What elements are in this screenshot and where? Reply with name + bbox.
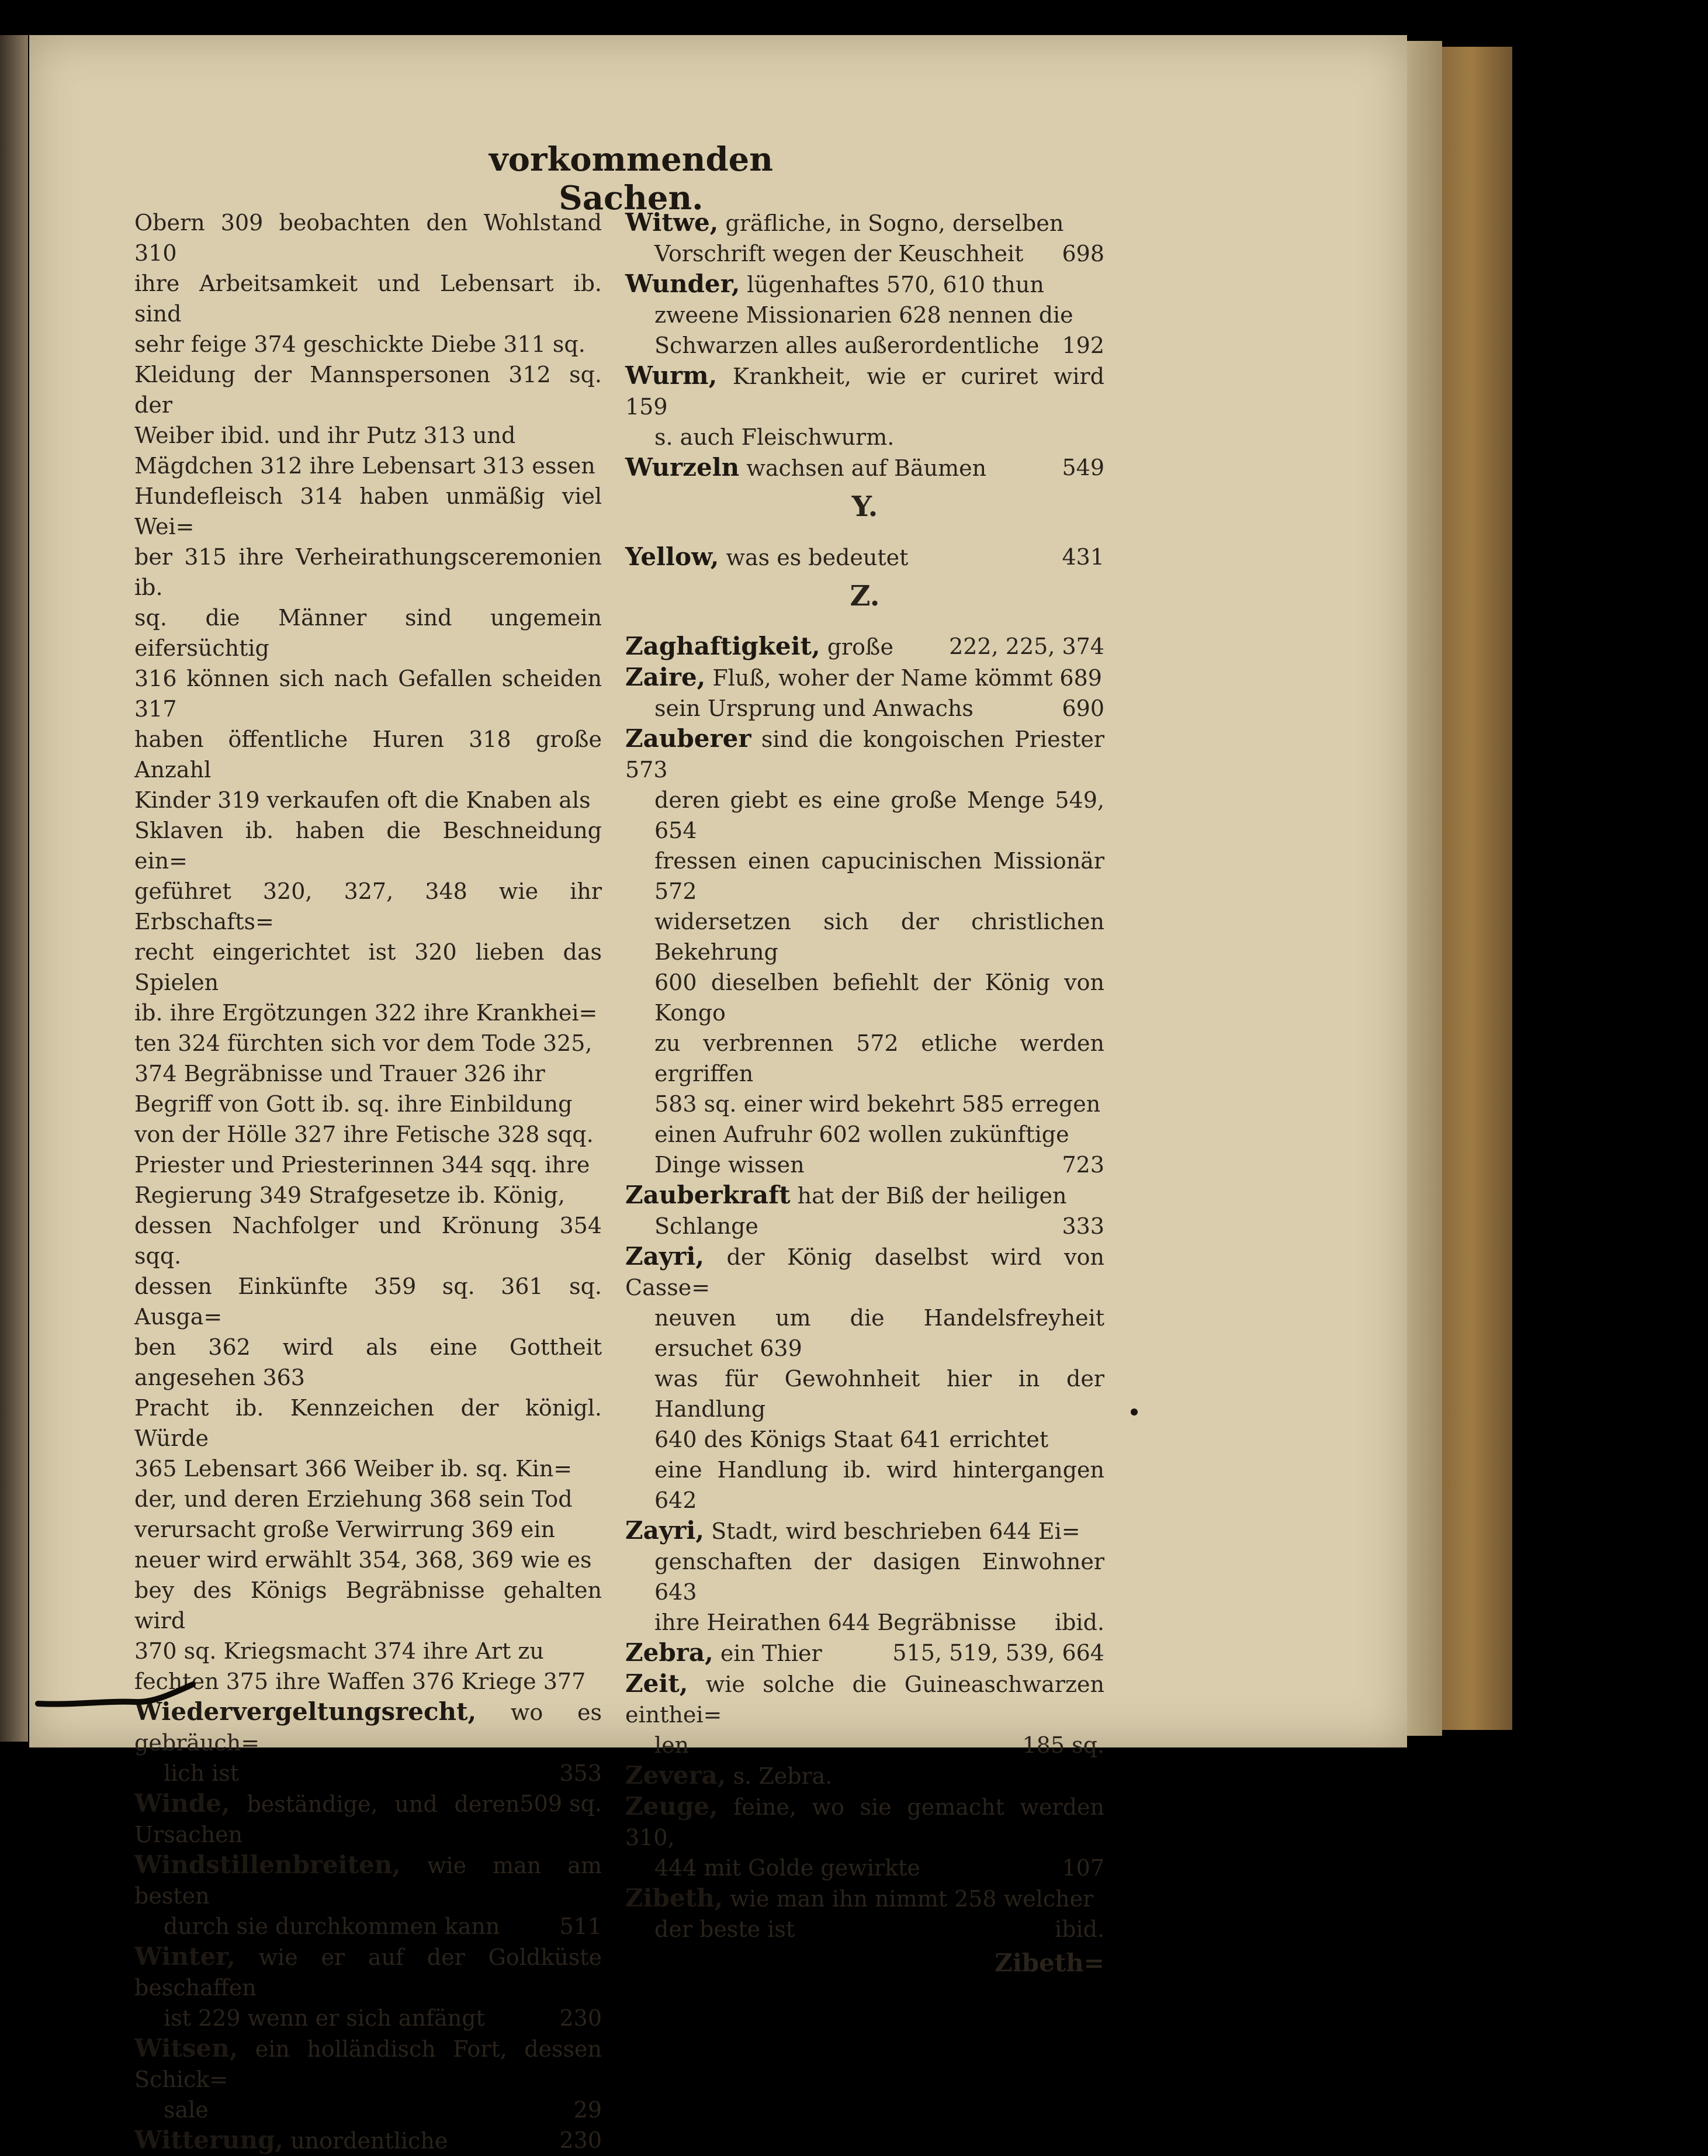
entry-continuation bbox=[625, 1607, 1104, 1638]
catchword: Zibeth= bbox=[995, 1949, 1104, 1977]
entry-continuation-text: was für Gewohnheit hier in der Handlung bbox=[654, 1366, 1104, 1422]
entry-headword: Wunder, bbox=[625, 269, 740, 298]
entry-headword: Zayri, bbox=[625, 1516, 704, 1545]
entry-text: ein holländisch Fort, dessen Schick= bbox=[134, 2036, 602, 2092]
page-reference: 333 bbox=[1062, 1213, 1104, 1239]
entry-line: fechten 375 ihre Waffen 376 Kriege 377 bbox=[134, 1669, 586, 1694]
ink-stroke-mark bbox=[35, 1677, 199, 1712]
entry-text: Stadt, wird beschrieben 644 Ei= bbox=[711, 1518, 1080, 1544]
page-reference: 230 bbox=[559, 2005, 602, 2031]
page-reference: 509 sq. bbox=[519, 1791, 602, 1816]
index-entry bbox=[134, 2125, 602, 2156]
entry-continuation bbox=[625, 846, 1104, 906]
entry-continuation-text: 583 sq. einer wird bekehrt 585 erregen bbox=[654, 1091, 1101, 1117]
page-reference: 723 bbox=[1062, 1152, 1104, 1178]
index-entry bbox=[625, 1180, 1104, 1211]
entry-line: ib. ihre Ergötzungen 322 ihre Krankhei= bbox=[134, 1000, 598, 1026]
entry-text: s. Zebra. bbox=[733, 1763, 833, 1789]
entry-continuation-text: sein Ursprung und Anwachs bbox=[654, 695, 973, 721]
entry-continuation bbox=[134, 2095, 602, 2125]
page-reference: 222, 225, 374 bbox=[949, 634, 1104, 659]
entry-continuation bbox=[625, 1455, 1104, 1515]
entry-headword: Zauberer bbox=[625, 724, 751, 753]
entry-headword: Zevera, bbox=[625, 1761, 726, 1790]
entry-line: Sklaven ib. haben die Beschneidung ein= bbox=[134, 818, 602, 874]
page-reference: 515, 519, 539, 664 bbox=[892, 1640, 1104, 1666]
entry-line: Hundefleisch 314 haben unmäßig viel Wei= bbox=[134, 483, 602, 539]
entry-continuation-text: eine Handlung ib. wird hintergangen 642 bbox=[654, 1457, 1104, 1513]
entry-headword: Zibeth, bbox=[625, 1884, 723, 1912]
running-header: vorkommenden Sachen. bbox=[489, 140, 773, 217]
entry-line: Pracht ib. Kennzeichen der königl. Würde bbox=[134, 1395, 602, 1451]
entry-continuation bbox=[625, 967, 1104, 1028]
entry-line: 370 sq. Kriegsmacht 374 ihre Art zu bbox=[134, 1638, 544, 1664]
entry-headword: Zeuge, bbox=[625, 1792, 718, 1821]
entry-continuation bbox=[625, 1730, 1104, 1760]
entry-continuation bbox=[134, 1758, 602, 1788]
entry-line: ihre Arbeitsamkeit und Lebensart ib. sind bbox=[134, 271, 602, 327]
index-entry bbox=[134, 1942, 602, 2003]
index-entry bbox=[625, 1638, 1104, 1669]
page-reference: 698 bbox=[1062, 241, 1104, 267]
entry-continuation-text: 444 mit Golde gewirkte bbox=[654, 1855, 920, 1881]
entry-continuation-text: zweene Missionarien 628 nennen die bbox=[654, 302, 1073, 328]
page-reference: ibid. bbox=[1054, 1610, 1104, 1635]
index-entry bbox=[625, 1241, 1104, 1303]
entry-continuation-text: ist 229 wenn er sich anfängt bbox=[164, 2005, 485, 2031]
entry-continuation-text: deren giebt es eine große Menge 549, 654 bbox=[654, 787, 1104, 843]
entry-continuation-text: der beste ist bbox=[654, 1916, 795, 1942]
page-reference: 549 bbox=[1062, 455, 1104, 480]
entry-headword: Zayri, bbox=[625, 1242, 704, 1271]
page-reference: 230 bbox=[559, 2127, 602, 2153]
entry-line: bey des Königs Begräbnisse gehalten wird bbox=[134, 1577, 602, 1634]
entry-headword: Winter, bbox=[134, 1942, 235, 1971]
entry-continuation-text: lich ist bbox=[164, 1760, 240, 1786]
entry-line: 365 Lebensart 366 Weiber ib. sq. Kin= bbox=[134, 1456, 573, 1482]
entry-continuation bbox=[134, 2003, 602, 2033]
entry-text: lügenhaftes 570, 610 thun bbox=[747, 272, 1044, 297]
book-gutter bbox=[0, 35, 28, 1742]
index-entry bbox=[625, 542, 1104, 573]
entry-continuation-text: einen Aufruhr 602 wollen zukünftige bbox=[654, 1122, 1069, 1147]
entry-continuation bbox=[625, 1424, 1104, 1455]
index-entry bbox=[625, 1791, 1104, 1853]
entry-continuation-text: ihre Heirathen 644 Begräbnisse bbox=[654, 1610, 1017, 1635]
entry-continuation-text: durch sie durchkommen kann bbox=[164, 1913, 500, 1939]
z-entries bbox=[625, 631, 1104, 1944]
index-entry bbox=[625, 361, 1104, 422]
entry-line: von der Hölle 327 ihre Fetische 328 sqq. bbox=[134, 1122, 594, 1147]
left-column bbox=[134, 207, 602, 2156]
page-reference: 107 bbox=[1062, 1855, 1104, 1881]
entry-line: Kinder 319 verkaufen oft die Knaben als bbox=[134, 787, 591, 813]
entry-continuation bbox=[625, 1119, 1104, 1150]
page-edge bbox=[1407, 41, 1442, 1736]
index-entry bbox=[625, 207, 1104, 238]
entry-continuation-text: neuven um die Handelsfreyheit ersuchet 639 bbox=[654, 1305, 1104, 1361]
entry-continuation bbox=[134, 1911, 602, 1942]
entry-text: unordentliche bbox=[290, 2128, 448, 2154]
entry-continuation bbox=[625, 422, 1104, 452]
index-entry bbox=[625, 1515, 1104, 1546]
entry-text: der König daselbst wird von Casse= bbox=[625, 1244, 1104, 1300]
entry-headword: Zauberkraft bbox=[625, 1181, 791, 1209]
page-reference: 690 bbox=[1062, 695, 1104, 721]
y-entries bbox=[625, 542, 1104, 573]
index-entry bbox=[134, 1850, 602, 1911]
entry-line: ten 324 fürchten sich vor dem Tode 325, bbox=[134, 1030, 593, 1056]
entry-text: Krankheit, wie er curiret wird 159 bbox=[625, 364, 1104, 420]
page-reference: 185 sq. bbox=[1022, 1732, 1104, 1758]
entry-text: große bbox=[827, 634, 893, 660]
entry-headword: Wurm, bbox=[625, 361, 718, 390]
entry-line: Kleidung der Mannspersonen 312 sq. der bbox=[134, 362, 602, 418]
entry-headword: Witterung, bbox=[134, 2126, 284, 2154]
page-reference: ibid. bbox=[1054, 1916, 1104, 1942]
entry-line: der, und deren Erziehung 368 sein Tod bbox=[134, 1486, 573, 1512]
letter-heading-y: Y. bbox=[851, 490, 878, 523]
entry-continuation-text: len bbox=[654, 1732, 690, 1758]
entry-text: Fluß, woher der Name kömmt 689 bbox=[712, 665, 1102, 691]
index-entry bbox=[134, 1788, 602, 1850]
index-entry bbox=[625, 1883, 1104, 1914]
entry-text: was es bedeutet bbox=[726, 545, 909, 570]
entry-continuation bbox=[625, 300, 1104, 330]
index-entry bbox=[625, 724, 1104, 785]
entry-continuation-text: Dinge wissen bbox=[654, 1152, 805, 1178]
entry-text: wie er auf der Goldküste beschaffen bbox=[134, 1944, 602, 2001]
entry-line: recht eingerichtet ist 320 lieben das Spielen bbox=[134, 939, 602, 995]
entry-text: wie man ihn nimmt 258 welcher bbox=[730, 1886, 1094, 1912]
entry-line: Regierung 349 Strafgesetze ib. König, bbox=[134, 1182, 565, 1208]
index-entry bbox=[625, 1669, 1104, 1730]
entry-headword: Zebra, bbox=[625, 1638, 713, 1667]
entry-text: gräfliche, in Sogno, derselben bbox=[725, 210, 1064, 236]
entry-headword: Zaire, bbox=[625, 663, 706, 691]
entry-continuation-text: zu verbrennen 572 etliche werden ergriffen bbox=[654, 1030, 1104, 1086]
entry-continuation-text: fressen einen capucinischen Missionär 572 bbox=[654, 848, 1104, 904]
left-continued-entry bbox=[134, 207, 602, 1697]
entry-line: dessen Einkünfte 359 sq. 361 sq. Ausga= bbox=[134, 1273, 602, 1330]
entry-headword: Zeit, bbox=[625, 1669, 688, 1698]
entry-headword: Witsen, bbox=[134, 2034, 238, 2062]
page-reference: 511 bbox=[559, 1913, 602, 1939]
entry-continuation bbox=[625, 1853, 1104, 1883]
entry-continuation-text: s. auch Fleischwurm. bbox=[654, 424, 895, 450]
entry-line: Begriff von Gott ib. sq. ihre Einbildung bbox=[134, 1091, 573, 1117]
entry-continuation bbox=[625, 1546, 1104, 1607]
entry-continuation bbox=[625, 1150, 1104, 1180]
entry-line: Priester und Priesterinnen 344 sqq. ihre bbox=[134, 1152, 590, 1178]
entry-continuation bbox=[625, 1914, 1104, 1944]
entry-continuation bbox=[625, 330, 1104, 361]
entry-text: wachsen auf Bäumen bbox=[746, 455, 987, 481]
entry-line: Obern 309 beobachten den Wohlstand 310 bbox=[134, 210, 602, 266]
entry-continuation-text: Schlange bbox=[654, 1213, 758, 1239]
letter-heading-z: Z. bbox=[850, 580, 880, 612]
index-entry bbox=[625, 662, 1104, 693]
entry-text: beständige, und deren Ursachen bbox=[134, 1791, 520, 1847]
entry-continuation bbox=[625, 1028, 1104, 1089]
index-entry bbox=[625, 269, 1104, 300]
entry-continuation-text: sale bbox=[164, 2097, 209, 2123]
entry-line: 316 können sich nach Gefallen scheiden 317 bbox=[134, 666, 602, 722]
entry-text: ein Thier bbox=[720, 1641, 822, 1666]
entry-line: Mägdchen 312 ihre Lebensart 313 essen bbox=[134, 453, 595, 479]
entry-continuation bbox=[625, 785, 1104, 846]
entry-headword: Wiedervergeltungsrecht, bbox=[134, 1697, 477, 1726]
entry-headword: Witwe, bbox=[625, 208, 719, 237]
entry-continuation bbox=[625, 1211, 1104, 1241]
entry-line: sq. die Männer sind ungemein eifersüchtig bbox=[134, 605, 602, 661]
entry-line: sehr feige 374 geschickte Diebe 311 sq. bbox=[134, 331, 585, 357]
entry-text: wie man am besten bbox=[134, 1853, 602, 1909]
entry-continuation-text: Schwarzen alles außerordentliche bbox=[654, 333, 1040, 358]
entry-text: wie solche die Guineaschwarzen einthei= bbox=[625, 1671, 1104, 1728]
page-reference: 431 bbox=[1062, 544, 1104, 570]
entry-headword: Winde, bbox=[134, 1789, 230, 1818]
entry-text: feine, wo sie gemacht werden 310, bbox=[625, 1794, 1104, 1850]
entry-continuation bbox=[625, 1089, 1104, 1119]
page-reference: 29 bbox=[573, 2097, 602, 2123]
right-column bbox=[625, 207, 1104, 1978]
entry-headword: Wurzeln bbox=[625, 453, 740, 482]
entry-continuation bbox=[625, 1303, 1104, 1363]
entry-continuation bbox=[625, 1363, 1104, 1424]
index-entry bbox=[134, 1697, 602, 1758]
page-reference: 192 bbox=[1062, 333, 1104, 358]
entry-line: Weiber ibid. und ihr Putz 313 und bbox=[134, 423, 516, 448]
entry-line: geführet 320, 327, 348 wie ihr Erbschafts= bbox=[134, 878, 602, 935]
entry-continuation bbox=[625, 693, 1104, 724]
entry-line: haben öffentliche Huren 318 große Anzahl bbox=[134, 726, 602, 783]
left-entries bbox=[134, 1697, 602, 2156]
entry-continuation-text: Vorschrift wegen der Keuschheit bbox=[654, 241, 1024, 267]
entry-text: wo es gebräuch= bbox=[134, 1700, 602, 1756]
index-entry bbox=[625, 452, 1104, 483]
entry-headword: Yellow, bbox=[625, 542, 719, 571]
entry-text: hat der Biß der heiligen bbox=[797, 1183, 1067, 1209]
entry-continuation-text: 600 dieselben befiehlt der König von Kongo bbox=[654, 970, 1104, 1026]
entry-text: sind die kongoischen Priester 573 bbox=[625, 726, 1104, 783]
entry-line: ber 315 ihre Verheirathungsceremonien ib. bbox=[134, 544, 602, 600]
entry-headword: Zaghaftigkeit, bbox=[625, 632, 820, 660]
entry-line: neuer wird erwählt 354, 368, 369 wie es bbox=[134, 1547, 592, 1573]
entry-line: ben 362 wird als eine Gottheit angesehen 363 bbox=[134, 1334, 602, 1390]
index-entry bbox=[134, 2033, 602, 2095]
entry-continuation-text: widersetzen sich der christlichen Bekehrung bbox=[654, 909, 1104, 965]
entry-continuation-text: 640 des Königs Staat 641 errichtet bbox=[654, 1427, 1049, 1452]
index-entry bbox=[625, 631, 1104, 662]
index-entry bbox=[625, 1760, 1104, 1791]
entry-continuation bbox=[625, 906, 1104, 967]
entry-line: verursacht große Verwirrung 369 ein bbox=[134, 1517, 556, 1542]
page-reference: 353 bbox=[559, 1760, 602, 1786]
entry-line: 374 Begräbnisse und Trauer 326 ihr bbox=[134, 1061, 545, 1086]
book-cover bbox=[1442, 47, 1512, 1730]
entry-headword: Windstillenbreiten, bbox=[134, 1850, 401, 1879]
entry-continuation bbox=[625, 238, 1104, 269]
entry-continuation-text: genschaften der dasigen Einwohner 643 bbox=[654, 1549, 1104, 1605]
ink-dot bbox=[1131, 1409, 1138, 1416]
w-entries bbox=[625, 207, 1104, 483]
entry-line: dessen Nachfolger und Krönung 354 sqq. bbox=[134, 1213, 602, 1269]
